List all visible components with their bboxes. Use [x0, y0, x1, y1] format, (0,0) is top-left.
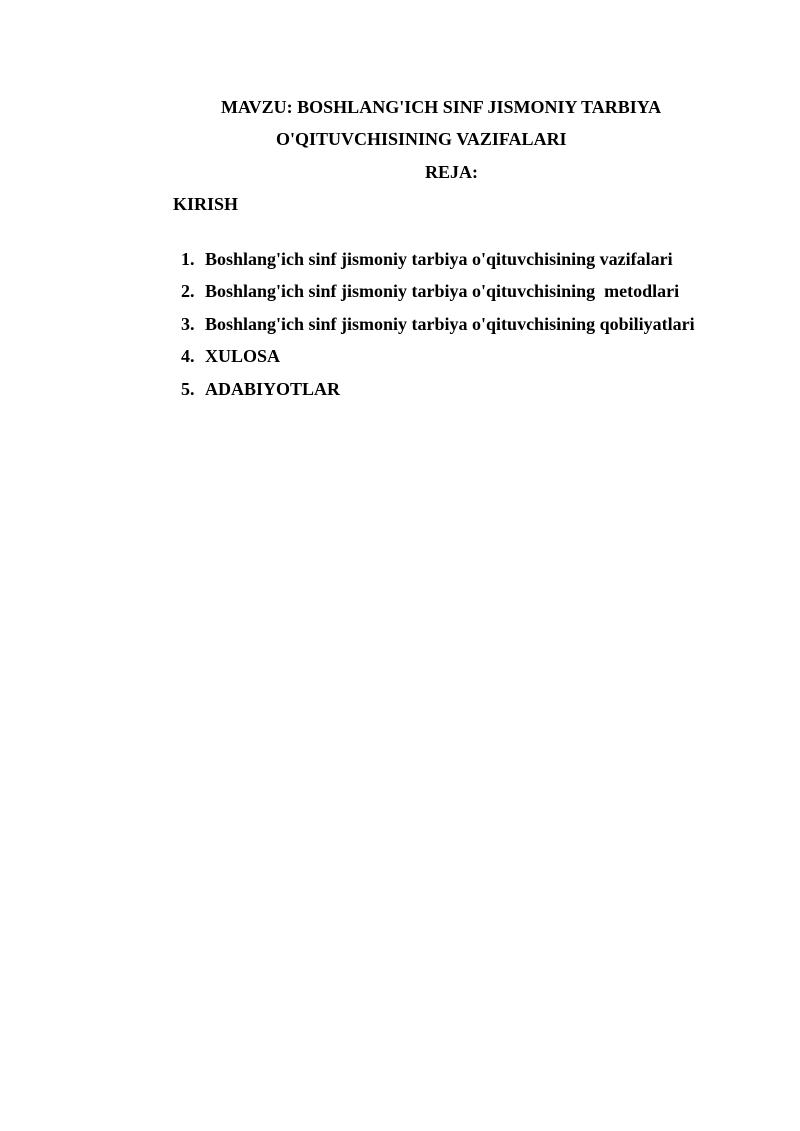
plan-item-number: 1. — [181, 249, 195, 269]
plan-item-number: 5. — [181, 379, 195, 399]
plan-item-number: 3. — [181, 314, 195, 334]
plan-item-text: ADABIYOTLAR — [205, 379, 341, 399]
title-line-2: O'QITUVCHISINING VAZIFALARI — [276, 129, 567, 149]
plan-heading: REJA: — [425, 162, 478, 182]
title-line-1: MAVZU: BOSHLANG'ICH SINF JISMONIY TARBIYA — [221, 97, 662, 117]
plan-item-text: Boshlang'ich sinf jismoniy tarbiya o'qituvchisining vazifalari — [205, 249, 673, 269]
plan-item-text: XULOSA — [205, 346, 281, 366]
intro-heading: KIRISH — [173, 194, 239, 214]
plan-item-number: 4. — [181, 346, 195, 366]
plan-item-text: Boshlang'ich sinf jismoniy tarbiya o'qituvchisining qobiliyatlari — [205, 314, 695, 334]
plan-item-text: Boshlang'ich sinf jismoniy tarbiya o'qituvchisining metodlari — [205, 281, 680, 301]
plan-item-number: 2. — [181, 281, 195, 301]
plan-item — [163, 356, 340, 422]
